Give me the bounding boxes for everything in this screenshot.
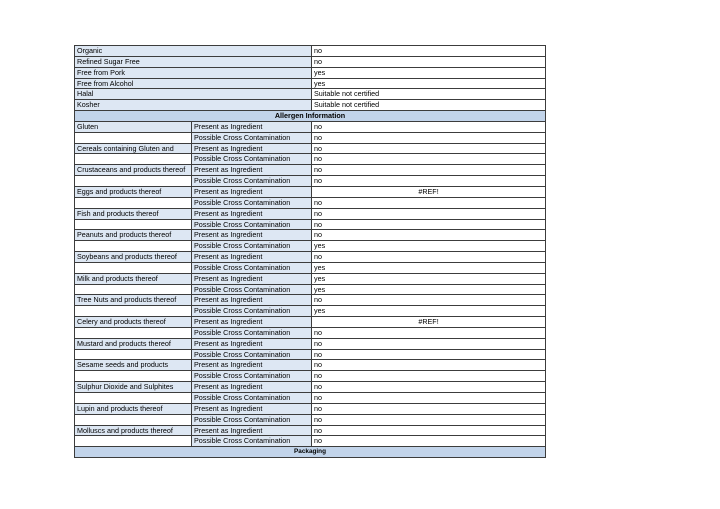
attribute-label: Organic	[75, 46, 312, 57]
allergen-row	[75, 121, 546, 132]
allergen-check-type: Possible Cross Contamination	[192, 132, 312, 143]
allergen-check-type: Possible Cross Contamination	[192, 154, 312, 165]
allergen-row	[75, 176, 546, 187]
allergen-name: Sulphur Dioxide and Sulphites	[75, 382, 192, 393]
attribute-value: yes	[312, 67, 546, 78]
allergen-value: no	[312, 436, 546, 447]
allergen-value: no	[312, 219, 546, 230]
allergen-name-empty	[75, 241, 192, 252]
allergen-check-type: Possible Cross Contamination	[192, 262, 312, 273]
allergen-check-type: Present as Ingredient	[192, 295, 312, 306]
allergen-check-type: Present as Ingredient	[192, 382, 312, 393]
allergen-name: Crustaceans and products thereof	[75, 165, 192, 176]
allergen-section-header: Allergen Information	[75, 111, 546, 122]
allergen-check-type: Possible Cross Contamination	[192, 436, 312, 447]
attribute-row	[75, 100, 546, 111]
allergen-name-empty	[75, 176, 192, 187]
allergen-row	[75, 338, 546, 349]
attribute-value: no	[312, 46, 546, 57]
allergen-row	[75, 306, 546, 317]
allergen-check-type: Possible Cross Contamination	[192, 414, 312, 425]
allergen-value: yes	[312, 262, 546, 273]
allergen-value: no	[312, 360, 546, 371]
allergen-value: no	[312, 154, 546, 165]
attribute-label: Halal	[75, 89, 312, 100]
allergen-value: yes	[312, 284, 546, 295]
allergen-row	[75, 284, 546, 295]
attribute-label: Free from Alcohol	[75, 78, 312, 89]
allergen-row	[75, 317, 546, 328]
allergen-check-type: Present as Ingredient	[192, 252, 312, 263]
allergen-row	[75, 436, 546, 447]
allergen-name-empty	[75, 393, 192, 404]
allergen-value-error: #REF!	[312, 317, 546, 328]
attribute-row	[75, 89, 546, 100]
allergen-check-type: Present as Ingredient	[192, 360, 312, 371]
allergen-name-empty	[75, 132, 192, 143]
allergen-check-type: Possible Cross Contamination	[192, 306, 312, 317]
allergen-name: Lupin and products thereof	[75, 403, 192, 414]
allergen-name-empty	[75, 349, 192, 360]
allergen-check-type: Present as Ingredient	[192, 425, 312, 436]
attribute-row	[75, 46, 546, 57]
allergen-name-empty	[75, 414, 192, 425]
allergen-row	[75, 414, 546, 425]
allergen-name-empty	[75, 262, 192, 273]
allergen-name-empty	[75, 371, 192, 382]
allergen-check-type: Present as Ingredient	[192, 186, 312, 197]
allergen-value: no	[312, 349, 546, 360]
allergen-value: no	[312, 121, 546, 132]
allergen-check-type: Possible Cross Contamination	[192, 284, 312, 295]
allergen-value: no	[312, 327, 546, 338]
allergen-row	[75, 208, 546, 219]
allergen-value: no	[312, 230, 546, 241]
allergen-name: Celery and products thereof	[75, 317, 192, 328]
allergen-check-type: Possible Cross Contamination	[192, 241, 312, 252]
allergen-row	[75, 425, 546, 436]
allergen-name-empty	[75, 306, 192, 317]
allergen-name-empty	[75, 327, 192, 338]
allergen-name-empty	[75, 219, 192, 230]
allergen-row	[75, 219, 546, 230]
allergen-spec-table	[74, 45, 546, 458]
allergen-check-type: Possible Cross Contamination	[192, 327, 312, 338]
allergen-check-type: Possible Cross Contamination	[192, 176, 312, 187]
allergen-row	[75, 143, 546, 154]
allergen-name: Soybeans and products thereof	[75, 252, 192, 263]
allergen-value: no	[312, 208, 546, 219]
packaging-section-header: Packaging	[75, 447, 546, 458]
attribute-row	[75, 67, 546, 78]
allergen-name: Peanuts and products thereof	[75, 230, 192, 241]
allergen-name-empty	[75, 197, 192, 208]
allergen-check-type: Possible Cross Contamination	[192, 219, 312, 230]
allergen-row	[75, 295, 546, 306]
allergen-value: no	[312, 403, 546, 414]
allergen-value: no	[312, 338, 546, 349]
allergen-check-type: Present as Ingredient	[192, 338, 312, 349]
allergen-value: no	[312, 197, 546, 208]
allergen-value: no	[312, 295, 546, 306]
allergen-value: no	[312, 252, 546, 263]
allergen-name: Mustard and products thereof	[75, 338, 192, 349]
allergen-row	[75, 165, 546, 176]
allergen-value: no	[312, 414, 546, 425]
allergen-value-error: #REF!	[312, 186, 546, 197]
allergen-row	[75, 262, 546, 273]
allergen-row	[75, 132, 546, 143]
allergen-row	[75, 371, 546, 382]
allergen-name-empty	[75, 154, 192, 165]
allergen-check-type: Possible Cross Contamination	[192, 371, 312, 382]
allergen-name: Tree Nuts and products thereof	[75, 295, 192, 306]
allergen-row	[75, 349, 546, 360]
allergen-check-type: Possible Cross Contamination	[192, 197, 312, 208]
allergen-value: yes	[312, 241, 546, 252]
allergen-row	[75, 327, 546, 338]
allergen-check-type: Present as Ingredient	[192, 273, 312, 284]
allergen-row	[75, 154, 546, 165]
allergen-name: Sesame seeds and products	[75, 360, 192, 371]
allergen-check-type: Present as Ingredient	[192, 121, 312, 132]
allergen-check-type: Present as Ingredient	[192, 403, 312, 414]
allergen-check-type: Present as Ingredient	[192, 317, 312, 328]
section-header-row	[75, 447, 546, 458]
allergen-name: Cereals containing Gluten and	[75, 143, 192, 154]
allergen-check-type: Present as Ingredient	[192, 208, 312, 219]
attribute-label: Kosher	[75, 100, 312, 111]
allergen-name-empty	[75, 436, 192, 447]
allergen-value: no	[312, 382, 546, 393]
allergen-name: Molluscs and products thereof	[75, 425, 192, 436]
allergen-name: Gluten	[75, 121, 192, 132]
allergen-name-empty	[75, 284, 192, 295]
allergen-row	[75, 273, 546, 284]
attribute-value: Suitable not certified	[312, 89, 546, 100]
attribute-label: Refined Sugar Free	[75, 56, 312, 67]
allergen-value: no	[312, 393, 546, 404]
allergen-check-type: Present as Ingredient	[192, 143, 312, 154]
allergen-row	[75, 403, 546, 414]
allergen-check-type: Present as Ingredient	[192, 230, 312, 241]
allergen-name: Milk and products thereof	[75, 273, 192, 284]
allergen-value: yes	[312, 306, 546, 317]
allergen-row	[75, 186, 546, 197]
allergen-row	[75, 360, 546, 371]
attribute-row	[75, 56, 546, 67]
allergen-check-type: Present as Ingredient	[192, 165, 312, 176]
allergen-row	[75, 230, 546, 241]
attribute-label: Free from Pork	[75, 67, 312, 78]
allergen-value: no	[312, 425, 546, 436]
allergen-row	[75, 197, 546, 208]
attribute-value: no	[312, 56, 546, 67]
attribute-row	[75, 78, 546, 89]
allergen-row	[75, 393, 546, 404]
allergen-check-type: Possible Cross Contamination	[192, 393, 312, 404]
allergen-row	[75, 382, 546, 393]
allergen-value: no	[312, 165, 546, 176]
allergen-value: no	[312, 143, 546, 154]
allergen-name: Fish and products thereof	[75, 208, 192, 219]
allergen-row	[75, 252, 546, 263]
attribute-value: Suitable not certified	[312, 100, 546, 111]
allergen-value: no	[312, 176, 546, 187]
allergen-value: no	[312, 371, 546, 382]
allergen-check-type: Possible Cross Contamination	[192, 349, 312, 360]
allergen-value: yes	[312, 273, 546, 284]
attribute-value: yes	[312, 78, 546, 89]
allergen-name: Eggs and products thereof	[75, 186, 192, 197]
table-body	[75, 46, 546, 458]
allergen-value: no	[312, 132, 546, 143]
allergen-row	[75, 241, 546, 252]
section-header-row	[75, 111, 546, 122]
